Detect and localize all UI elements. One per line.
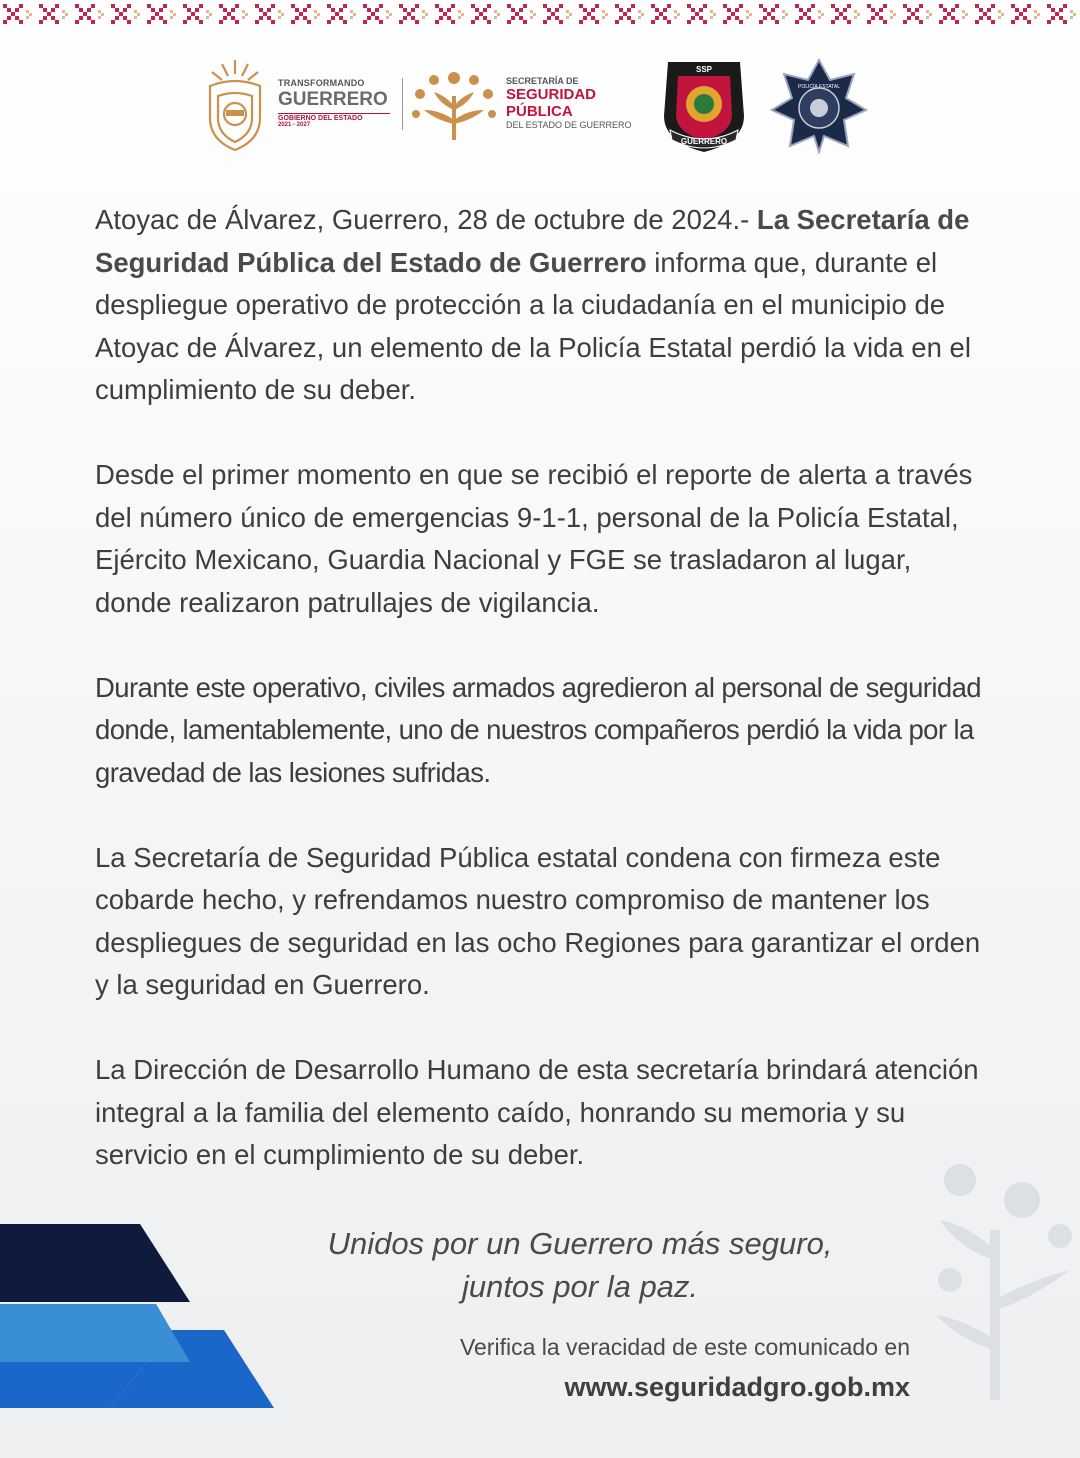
- ssp-line1: SECRETARÍA DE: [506, 76, 579, 86]
- decorative-stripes: [0, 1220, 290, 1410]
- ssp-line3: PÚBLICA: [506, 103, 573, 120]
- ssp-line4: DEL ESTADO DE GUERRERO: [506, 120, 632, 130]
- ssp-wordmark: [506, 76, 656, 130]
- paragraph-1-rest: informa que, durante el despliegue operativo de protección a la ciudadanía en el municipio de Atoyac de Álvarez, un elemento de la Policía Estatal perdió la vida en el cumplimiento de su deber.: [95, 246, 971, 405]
- paragraph-1: [95, 199, 988, 412]
- embroidery-pattern-icon: [0, 0, 1080, 28]
- guerrero-coat-of-arms-logo: [202, 56, 268, 154]
- paragraph-1-intro: Atoyac de Álvarez, Guerrero, 28 de octubre de 2024.-: [95, 204, 757, 235]
- paragraph-3: Durante este operativo, civiles armados agredieron al personal de seguridad donde, lamentablemente, uno de nuestros compañeros perdió la vida por la gravedad de las lesiones sufridas.: [95, 671, 981, 788]
- gov-state-name: GUERRERO: [278, 89, 388, 110]
- policia-estatal-star-badge: [770, 58, 868, 154]
- logo-divider: [402, 78, 403, 130]
- ssp-guerrero-shield-badge: [658, 56, 750, 156]
- ssp-tree-logo: [412, 66, 496, 142]
- paragraph-2: Desde el primer momento en que se recibió el reporte de alerta a través del número único de emergencias 9-1-1, personal de la Policía Estatal, Ejército Mexicano, Guardia Nacional y FGE se trasladaron al lugar, donde realizaron patrullajes de vigilancia.: [95, 459, 973, 618]
- press-release-body: [95, 199, 988, 1219]
- website-link[interactable]: www.seguridadgro.gob.mx: [564, 1372, 910, 1402]
- badge-guerrero-label: GUERRERO: [680, 137, 728, 146]
- decorative-top-border: [0, 0, 1080, 28]
- closing-motto: [300, 1222, 860, 1308]
- tree-watermark-icon: [930, 1140, 1080, 1410]
- badge-policia-label: POLICÍA ESTATAL: [798, 84, 840, 90]
- paragraph-1-bold: La Secretaría de Seguridad Pública del Estado de Guerrero: [95, 204, 970, 278]
- badge-ssp-label: SSP: [695, 65, 713, 74]
- gov-subtitle: GOBIERNO DEL ESTADO: [278, 113, 390, 122]
- gov-period: 2021 - 2027: [278, 122, 311, 128]
- paragraph-4: La Secretaría de Seguridad Pública estatal condena con firmeza este cobarde hecho, y refrendamos nuestro compromiso de mantener los despliegues de seguridad en las ocho Regiones para garantizar el orden y la seguridad en Guerrero.: [95, 841, 981, 1000]
- gov-wordmark: [278, 78, 390, 128]
- verify-note: Verifica la veracidad de este comunicado en: [459, 1334, 910, 1360]
- motto-line-1: Unidos por un Guerrero más seguro,: [327, 1226, 833, 1261]
- paragraph-5: La Dirección de Desarrollo Humano de esta secretaría brindará atención integral a la familia del elemento caído, honrando su memoria y su servicio en el cumplimiento de su deber.: [95, 1054, 979, 1170]
- ssp-line2: SEGURIDAD: [506, 86, 597, 103]
- gov-tagline: TRANSFORMANDO: [278, 78, 365, 88]
- motto-line-2: juntos por la paz.: [461, 1269, 699, 1304]
